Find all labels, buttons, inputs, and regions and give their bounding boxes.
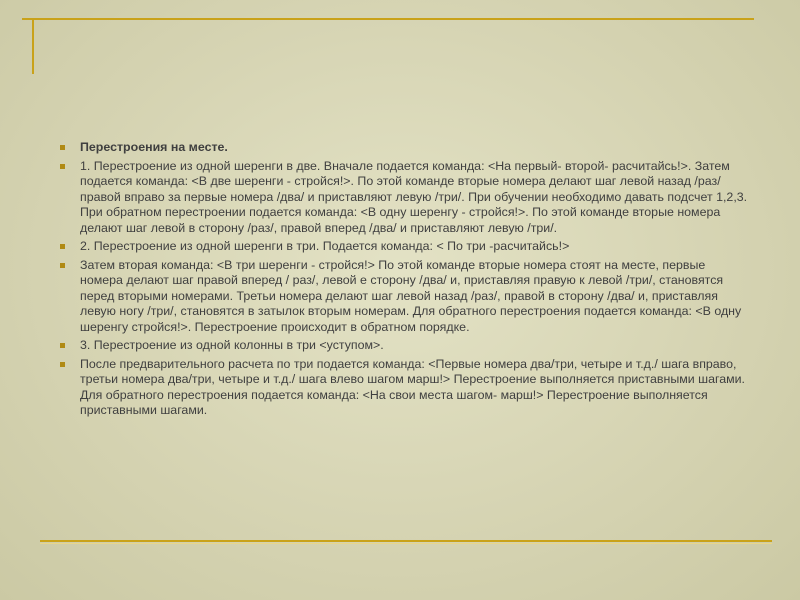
list-item [60,258,750,336]
list-item-text: 1. Перестроение из одной шеренги в две. Вначале подается команда: <На первый- второй- расчитайсь!>. Затем подается команда: <В две шеренги - стройся!>. По этой команде вторые номера делают шаг левой назад /раз/ правой вправо за первые номера /два/ и приставляют левую /три/. При обучении необходимо давать подсчет 1,2,3. При обратном перестроении подается команда: <В одну шеренгу - стройся!>. По этой команде вторые номера делают шаг левой в сторону /раз/, правой вперед /два/ и приставляют левую /три/. [80,158,748,235]
square-bullet-icon [60,263,65,268]
square-bullet-icon [60,244,65,249]
list-item [60,239,750,255]
top-rule [22,18,754,20]
slide-title: Перестроения на месте. [80,140,228,154]
square-bullet-icon [60,362,65,367]
left-rule [32,18,34,74]
square-bullet-icon [60,145,65,150]
list-item-title [60,140,750,156]
list-item-text: 3. Перестроение из одной колонны в три <уступом>. [80,338,384,352]
list-item-text: Затем вторая команда: <В три шеренги - стройся!> По этой команде вторые номера стоят на месте, первые номера делают шаг правой вперед / раз/, левой е сторону /два/ и, приставляя правую к левой /три/, становятся перед вторыми номерами. Третьи номера делают шаг левой назад /раз/, правой в сторону /два/ и, приставляя левую ногу /три/, становятся в затылок вторым номерам. Для обратного перестроения подается команда: <В одну шеренгу стройся!>. Перестроение происходит в обратном порядке. [80,257,742,334]
list-item-text: После предварительного расчета по три подается команда: <Первые номера два/три, четыре и т.д./ шага вправо, третьи номера два/три, четыре и т.д./ шага влево шагом марш!> Перестроение выполняется приставными шагами. Для обратного перестроения подается команда: <На свои места шагом- марш!> Перестроение выполняется приставными шагами. [80,356,745,417]
square-bullet-icon [60,343,65,348]
list-item-text: 2. Перестроение из одной шеренги в три. Подается команда: < По три -расчитайсь!> [80,239,570,253]
slide-content [60,140,750,422]
list-item [60,338,750,354]
list-item [60,357,750,419]
square-bullet-icon [60,164,65,169]
bottom-rule [40,540,772,542]
bottom-rule-highlight [40,543,772,544]
list-item [60,159,750,237]
